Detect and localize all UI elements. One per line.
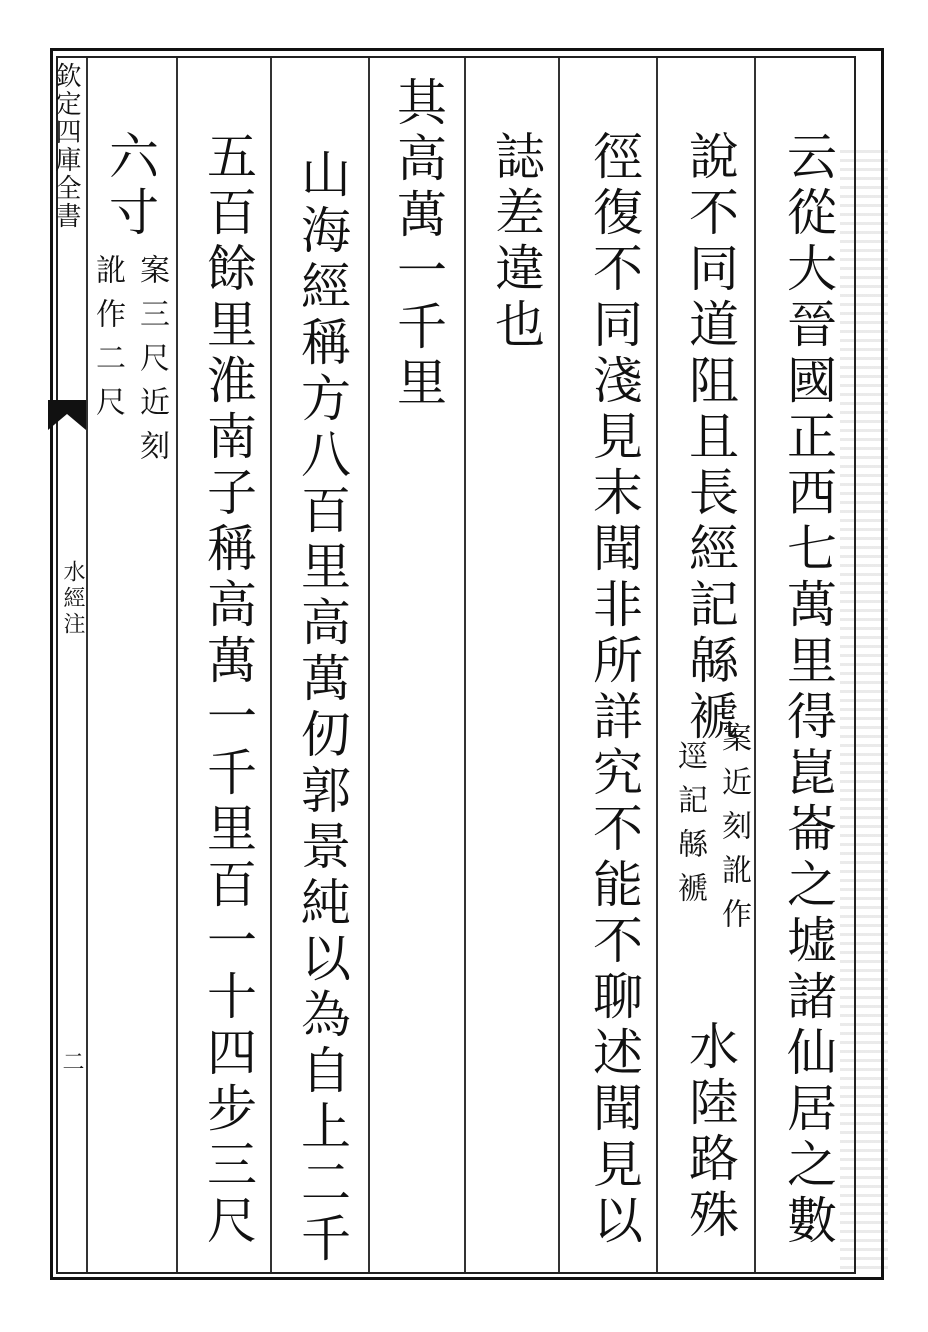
- column-rule: [86, 58, 88, 1272]
- column-rule: [464, 58, 466, 1272]
- annotation-left-col-8: 訛作二尺: [90, 254, 125, 430]
- text-column-4: 誌差違也: [487, 130, 545, 354]
- text-column-6: 山海經稱方八百里高萬仞郭景純以為自上二千: [293, 148, 351, 1268]
- column-rule: [368, 58, 370, 1272]
- text-column-3: 徑復不同淺見末聞非所詳究不能不聊述聞見以: [585, 130, 643, 1250]
- margin-title: 欽定四庫全書: [51, 62, 81, 230]
- margin-book-title: 水經注: [60, 560, 85, 638]
- annotation-left-col-2: 逕記緜褫: [672, 740, 707, 916]
- text-column-2: 說不同道阻且長經記緜褫: [681, 130, 739, 746]
- annotation-right-col-2: 案近刻訛作: [716, 722, 751, 942]
- column-rule: [176, 58, 178, 1272]
- text-column-1: 云從大晉國正西七萬里得崑崙之墟諸仙居之數: [779, 130, 837, 1250]
- text-column-7: 五百餘里淮南子稱高萬一千里百一十四步三尺: [199, 130, 257, 1250]
- column-rule: [558, 58, 560, 1272]
- text-column-8: 六寸: [101, 130, 159, 242]
- column-rule: [656, 58, 658, 1272]
- text-column-5: 其高萬一千里: [389, 76, 447, 412]
- text-column-2-continued: 水陸路殊: [681, 1020, 739, 1244]
- column-rule: [754, 58, 756, 1272]
- margin-page-number: 二: [59, 1050, 84, 1072]
- column-rule: [270, 58, 272, 1272]
- annotation-right-col-8: 案三尺近刻: [134, 254, 169, 474]
- fish-tail-mark-icon: [48, 400, 86, 430]
